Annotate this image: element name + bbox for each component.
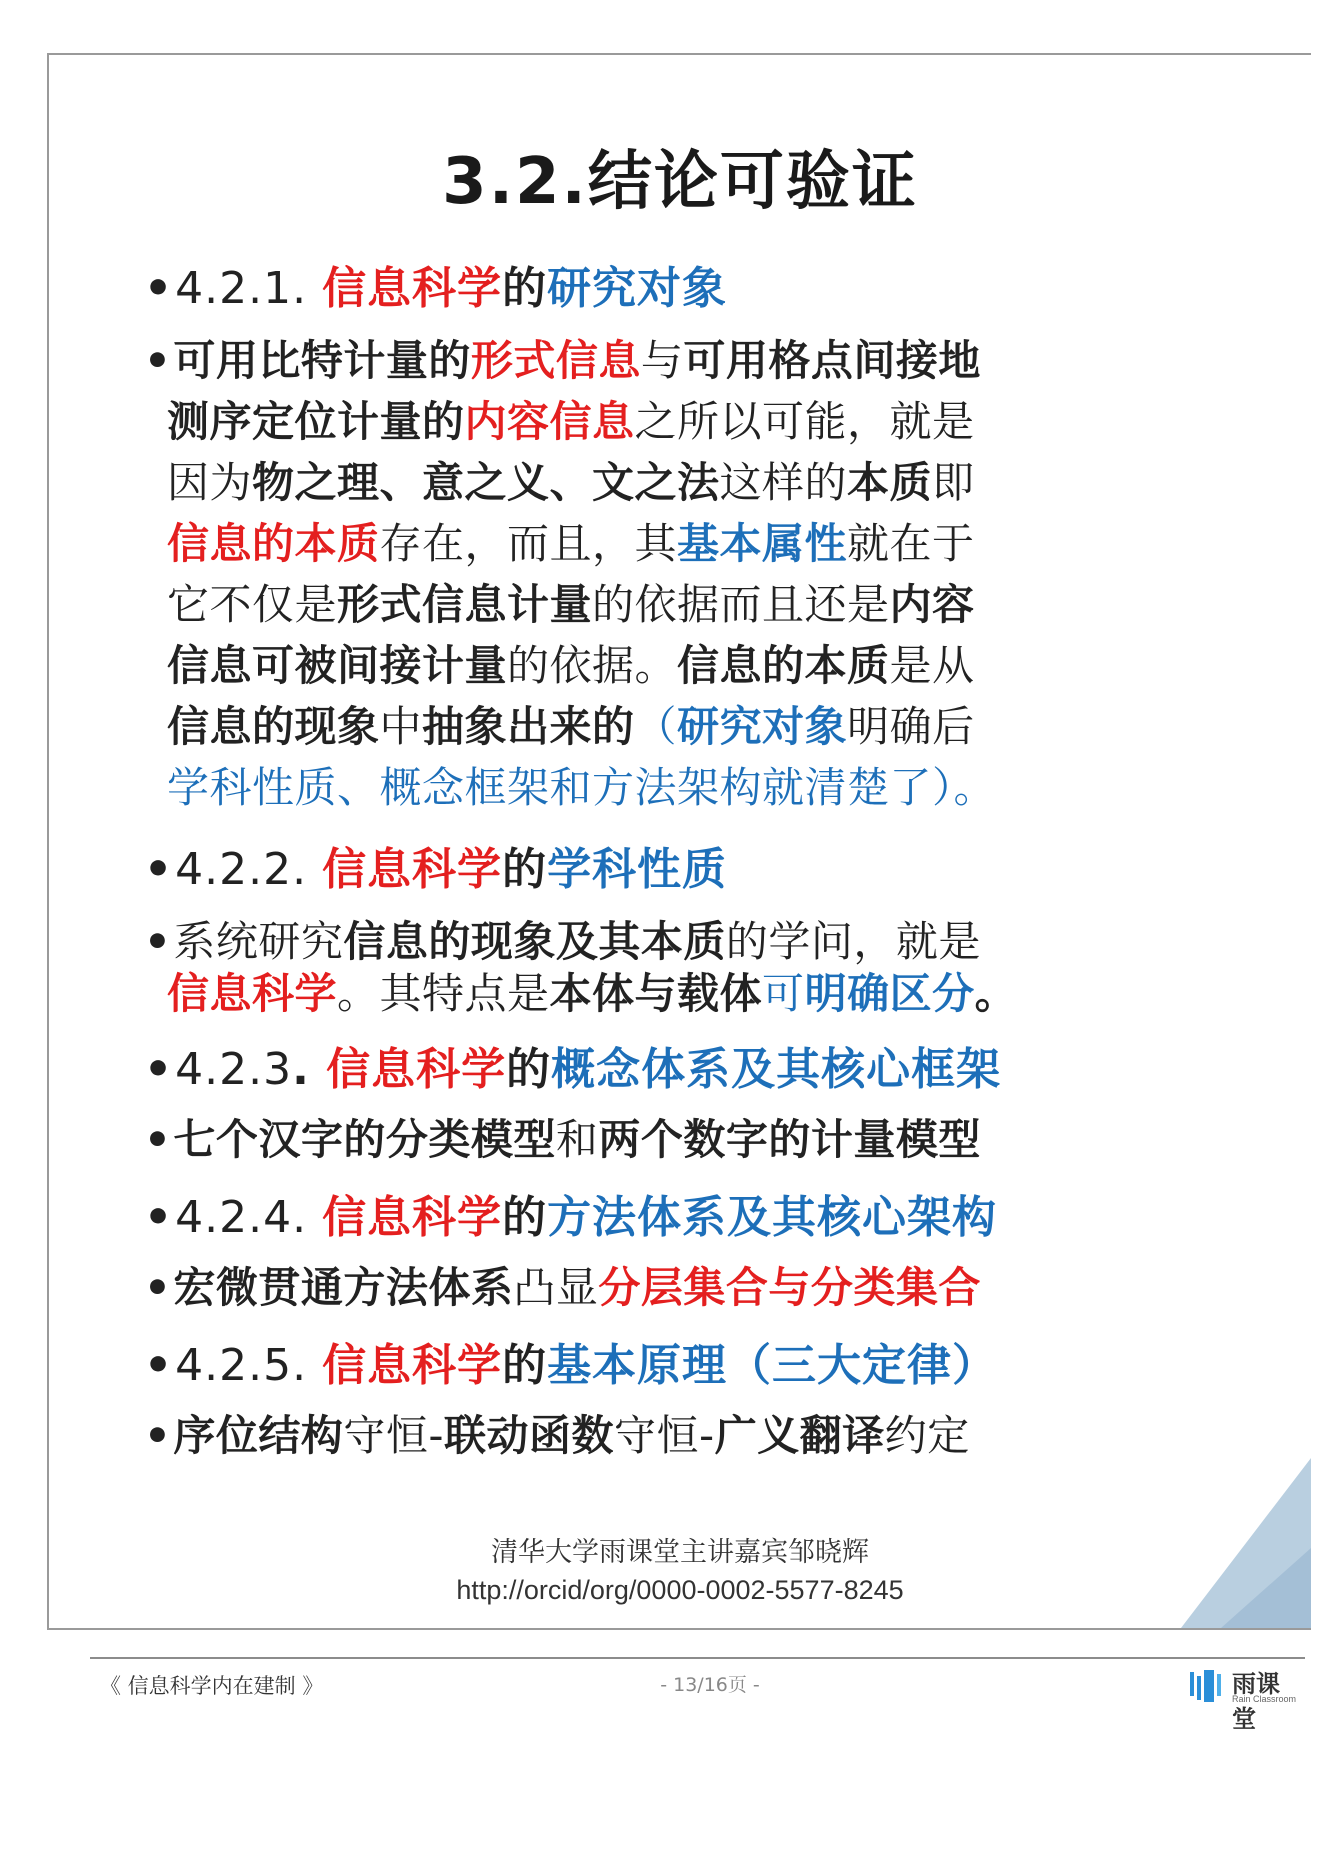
logo-subtext: Rain Classroom	[1232, 1694, 1297, 1704]
paragraph-line: 测序定位计量的内容信息之所以可能，就是	[167, 397, 975, 446]
paragraph-line: •序位结构守恒-联动函数守恒-广义翻译约定	[144, 1411, 970, 1460]
paragraph-line: 它不仅是形式信息计量的依据而且还是内容	[167, 580, 975, 629]
rain-classroom-logo	[1190, 1664, 1302, 1733]
paragraph-line: 信息可被间接计量的依据。信息的本质是从	[167, 641, 975, 690]
section-heading-4-2-2: •4.2.2. 信息科学的学科性质	[144, 844, 728, 895]
footer-divider	[90, 1657, 1305, 1659]
paragraph-line: 学科性质、概念框架和方法架构就清楚了）。	[167, 763, 997, 812]
document-title: 《 信息科学内在建制 》	[100, 1674, 324, 1698]
page-indicator: - 13/16页 -	[660, 1674, 760, 1696]
paragraph-line: •七个汉字的分类模型和两个数字的计量模型	[144, 1115, 981, 1164]
section-heading-4-2-3: •4.2.3. 信息科学的概念体系及其核心框架	[144, 1044, 1002, 1095]
credit-orcid: http://orcid/org/0000-0002-5577-8245	[456, 1575, 904, 1605]
section-heading-4-2-4: •4.2.4. 信息科学的方法体系及其核心架构	[144, 1192, 998, 1243]
corner-decoration	[1181, 1428, 1311, 1628]
paragraph-line: •系统研究信息的现象及其本质的学问，就是	[144, 917, 981, 966]
paragraph-line: 信息的本质存在，而且，其基本属性就在于	[167, 519, 975, 568]
paragraph-line: •宏微贯通方法体系凸显分层集合与分类集合	[144, 1263, 981, 1312]
paragraph-line: 信息的现象中抽象出来的（研究对象明确后	[167, 702, 975, 751]
slide-title: 3.2.结论可验证	[442, 145, 918, 219]
rain-classroom-logo-icon	[1190, 1668, 1228, 1704]
paragraph-line: •可用比特计量的形式信息与可用格点间接地	[144, 336, 981, 385]
section-heading-4-2-1: •4.2.1. 信息科学的研究对象	[144, 263, 728, 314]
slide-image	[47, 53, 1311, 1630]
logo-text: 雨课堂	[1232, 1670, 1280, 1733]
paragraph-line: 因为物之理、意之义、文之法这样的本质即	[167, 458, 975, 507]
credit-author: 清华大学雨课堂主讲嘉宾邹晓辉	[491, 1537, 869, 1567]
section-heading-4-2-5: •4.2.5. 信息科学的基本原理（三大定律）	[144, 1340, 998, 1391]
paragraph-line: 信息科学。其特点是本体与载体可明确区分。	[167, 969, 1018, 1018]
